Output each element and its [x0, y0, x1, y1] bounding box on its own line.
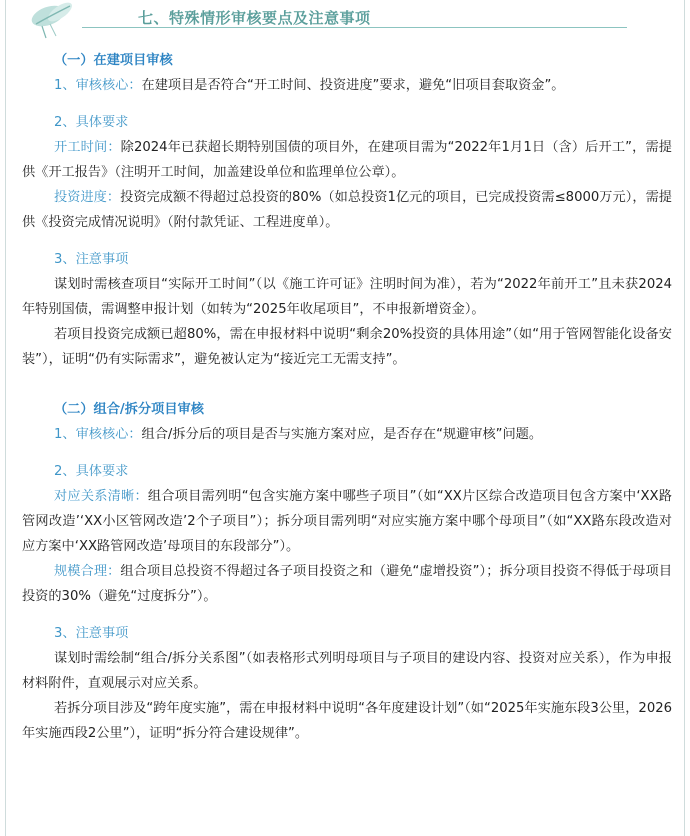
s1-notes-title: 3、注意事项: [54, 252, 129, 267]
s1-start-time: [22, 135, 672, 185]
s1-core: [22, 73, 672, 98]
s2-scale-label: 规模合理：: [54, 564, 121, 579]
page-title: 七、特殊情形审核要点及注意事项: [138, 9, 371, 27]
s1-core-text: 在建项目是否符合“开工时间、投资进度”要求，避免“旧项目套取资金”。: [141, 78, 565, 93]
section-1-title: （一）在建项目审核: [54, 53, 173, 68]
s2-requirements-title: 2、具体要求: [54, 464, 129, 479]
s2-corr-label: 对应关系清晰：: [54, 489, 148, 504]
article-content: [22, 48, 672, 746]
s1-note-1: 谋划时需核查项目“实际开工时间”（以《施工许可证》注明时间为准），若为“2022年前开工”且未获2024年特别国债，需调整申报计划（如转为“2025年收尾项目”，不申报新增资金）。: [22, 277, 672, 317]
leaf-icon: [30, 2, 82, 40]
left-border-line: [5, 0, 6, 836]
section-2-title: （二）组合/拆分项目审核: [54, 402, 204, 417]
s1-invest-progress: [22, 185, 672, 235]
s2-core-text: 组合/拆分后的项目是否与实施方案对应，是否存在“规避审核”问题。: [141, 427, 543, 442]
s2-note-2: 若拆分项目涉及“跨年度实施”，需在申报材料中说明“各年度建设计划”（如“2025年实施东段3公里，2026年实施西段2公里”），证明“拆分符合建设规律”。: [22, 701, 672, 741]
s1-core-label: 1、审核核心：: [54, 78, 142, 93]
s2-corr-text: 组合项目需列明“包含实施方案中哪些子项目”（如“XX片区综合改造项目包含方案中‘XX路管网改造’‘XX小区管网改造’2个子项目”）；拆分项目需列明“对应实施方案中哪个母项目”（如“XX路东段改造对应方案中‘XX路管网改造’母项目的东段部分”）。: [22, 489, 672, 554]
s1-invest-text: 投资完成额不得超过总投资的80%（如总投资1亿元的项目，已完成投资需≤8000万元），需提供《投资完成情况说明》（附付款凭证、工程进度单）。: [22, 190, 672, 230]
s2-correspondence: [22, 484, 672, 559]
title-divider: [82, 27, 627, 28]
s1-start-label: 开工时间：: [54, 140, 121, 155]
s2-core: [22, 422, 672, 447]
s2-notes-title: 3、注意事项: [54, 626, 129, 641]
s1-note-2: 若项目投资完成额已超80%，需在申报材料中说明“剩余20%投资的具体用途”（如“用于管网智能化设备安装”），证明“仍有实际需求”，避免被认定为“接近完工无需支持”。: [22, 327, 672, 367]
s1-requirements-title: 2、具体要求: [54, 115, 129, 130]
s2-scale-text: 组合项目总投资不得超过各子项目投资之和（避免“虚增投资”）；拆分项目投资不得低于母项目投资的30%（避免“过度拆分”）。: [22, 564, 673, 604]
s1-start-text: 除2024年已获超长期特别国债的项目外，在建项目需为“2022年1月1日（含）后开工”，需提供《开工报告》（注明开工时间，加盖建设单位和监理单位公章）。: [22, 140, 672, 180]
s1-invest-label: 投资进度：: [54, 190, 121, 205]
s2-scale: [22, 559, 672, 609]
s2-core-label: 1、审核核心：: [54, 427, 142, 442]
right-border-line: [684, 0, 685, 836]
s2-note-1: 谋划时需绘制“组合/拆分关系图”（如表格形式列明母项目与子项目的建设内容、投资对应关系），作为申报材料附件，直观展示对应关系。: [22, 651, 672, 691]
section-header: [30, 0, 630, 40]
